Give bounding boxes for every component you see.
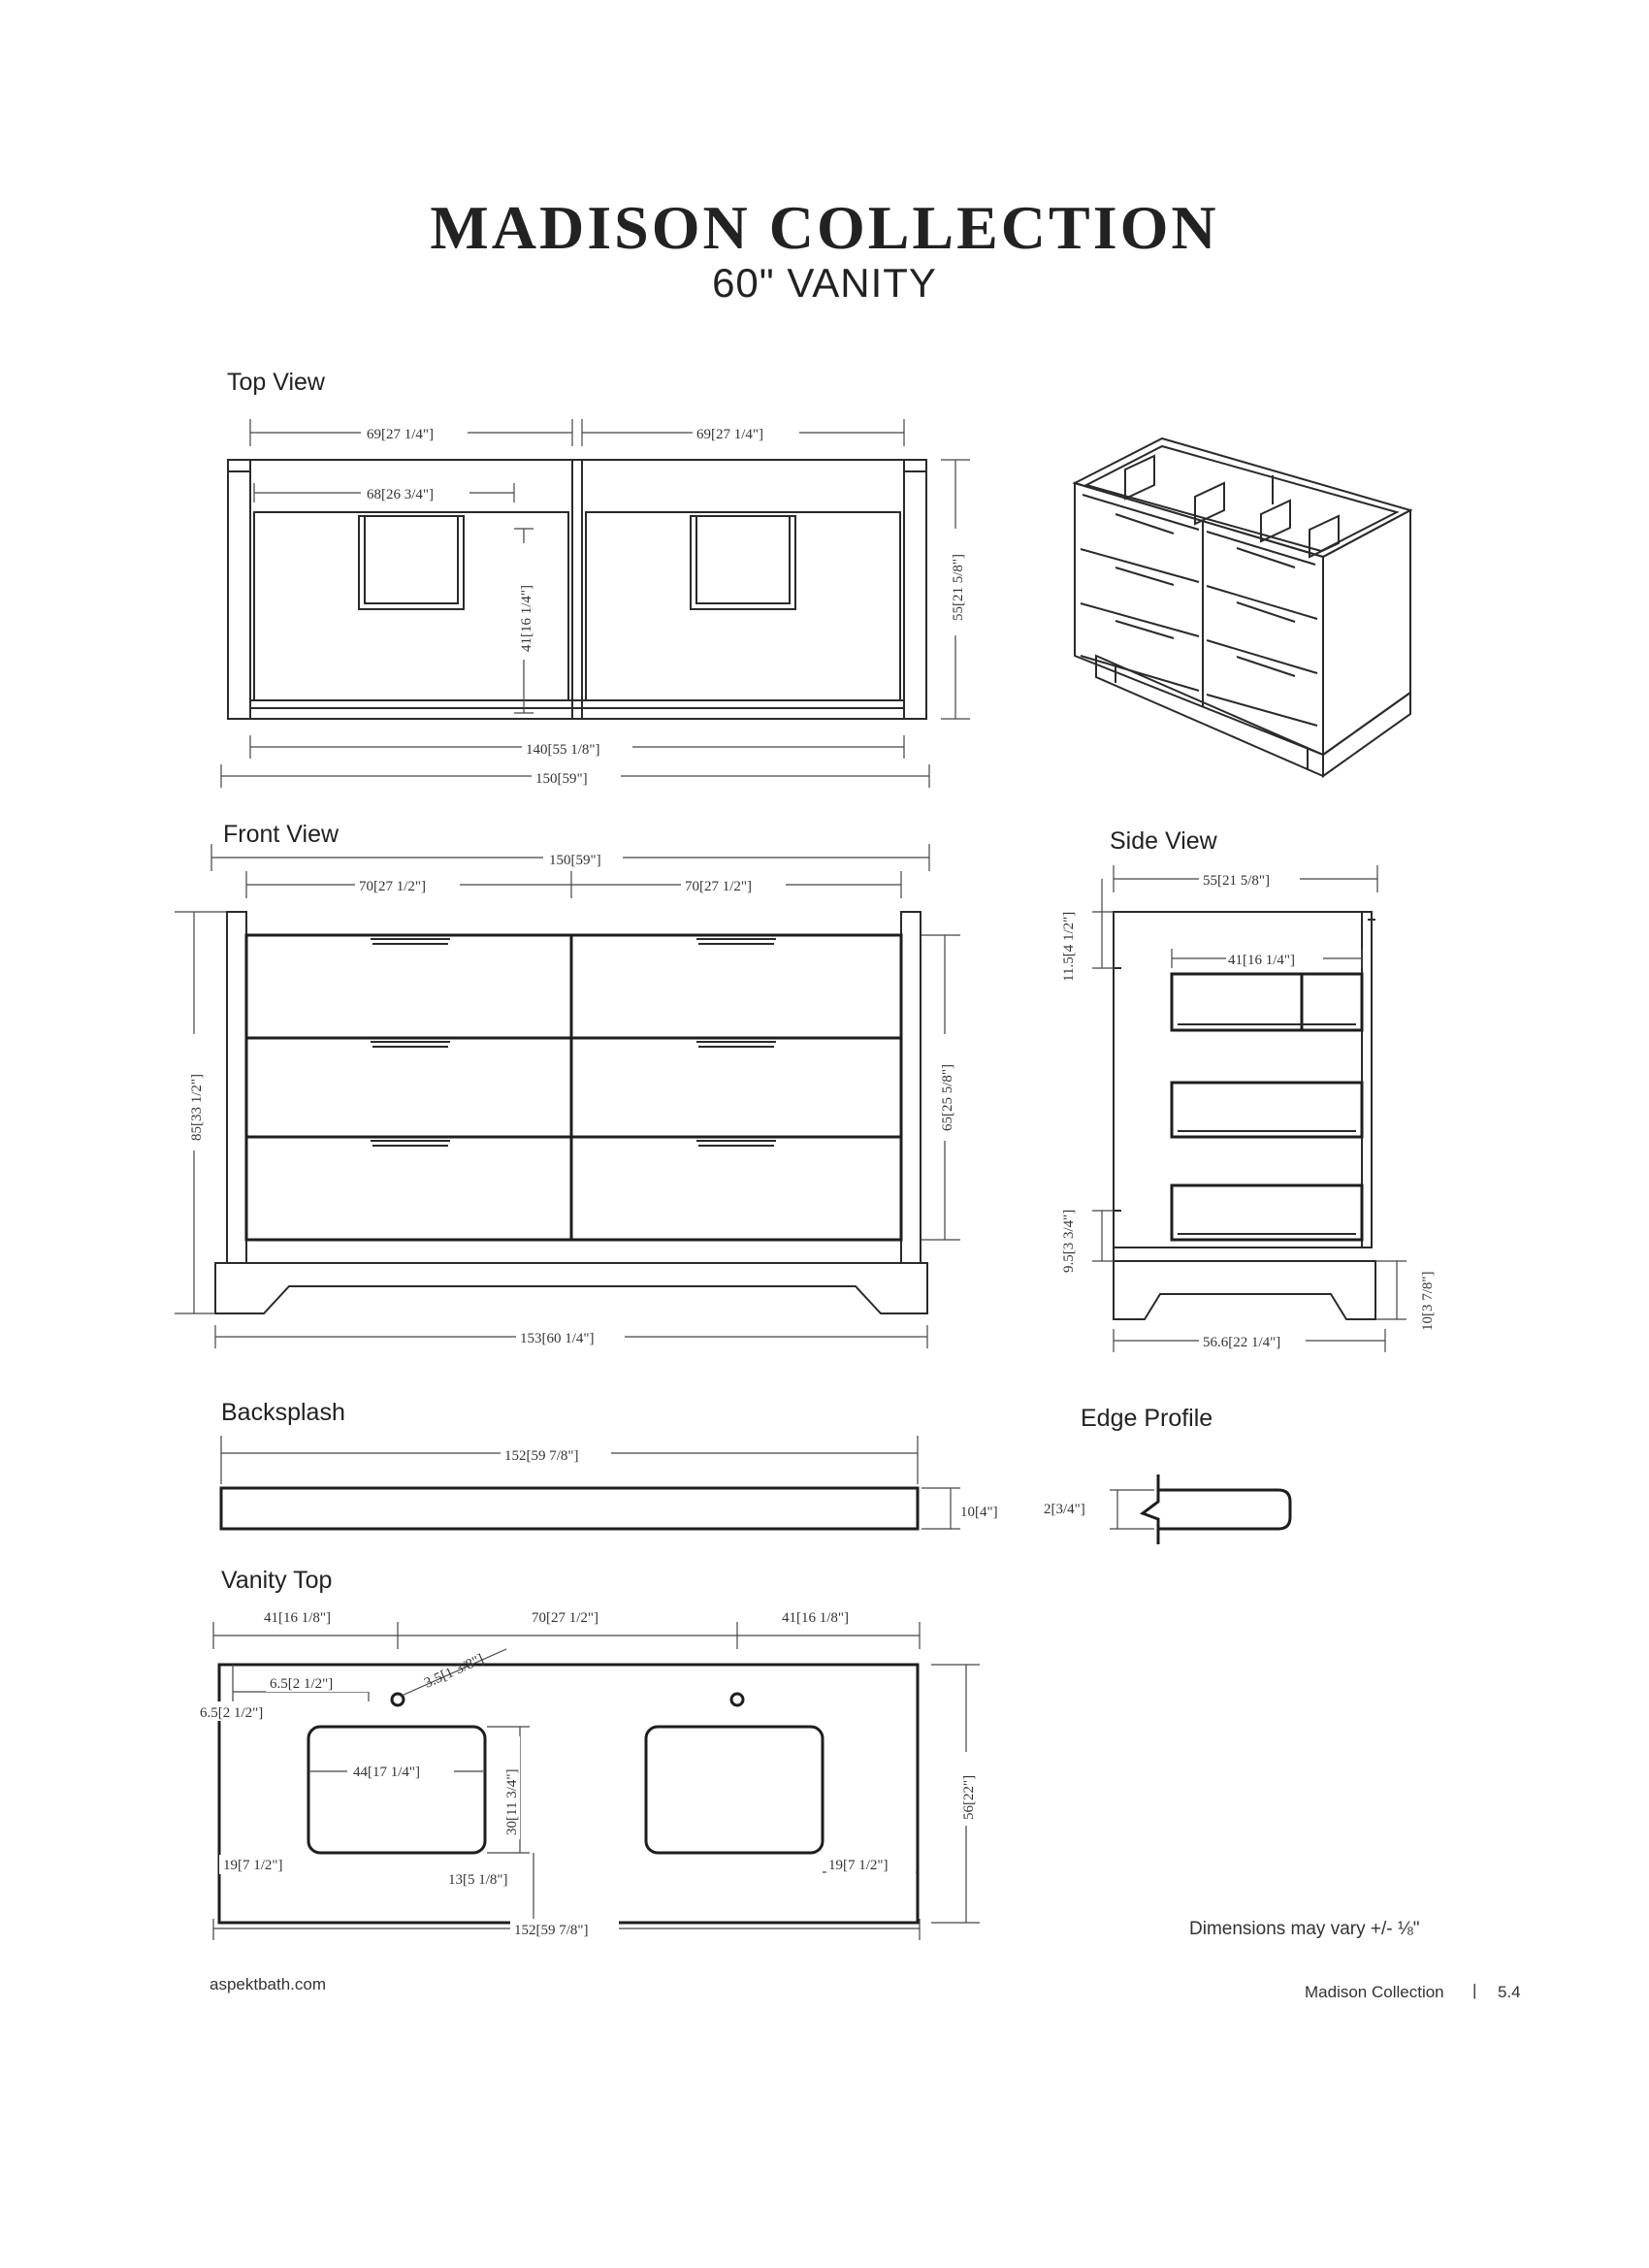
left-sink-cutout: [308, 1727, 485, 1853]
backsplash-label: Backsplash: [221, 1399, 345, 1426]
backsplash-height-dim: 10[4"]: [960, 1505, 998, 1520]
page-title: MADISON COLLECTION: [430, 193, 1219, 262]
front-view-label: Front View: [223, 821, 340, 848]
vanity-top-drawing: [198, 1606, 980, 1940]
edge-profile-drawing: [1044, 1474, 1290, 1544]
vtop-right-offset-dim: 41[16 1/8"]: [782, 1610, 850, 1626]
vtop-length-dim: 152[59 7/8"]: [514, 1923, 589, 1938]
top-inner-total-dim: 140[55 1/8"]: [526, 742, 600, 758]
footer-collection: Madison Collection: [1305, 1983, 1444, 2001]
top-view-label: Top View: [227, 369, 325, 396]
vtop-left-offset-dim: 41[16 1/8"]: [264, 1610, 332, 1626]
vtop-right-margin-dim: 19[7 1/2"]: [828, 1858, 889, 1873]
vtop-center-gap-dim: 70[27 1/2"]: [532, 1610, 599, 1626]
footer-divider: |: [1472, 1981, 1477, 1999]
top-view-drawing: [221, 419, 970, 788]
vtop-left-margin-dim: 19[7 1/2"]: [223, 1858, 283, 1873]
isometric-view-drawing: [1075, 438, 1410, 776]
side-base-depth-dim: 56.6[22 1/4"]: [1203, 1335, 1281, 1350]
front-height-dim: 85[33 1/2"]: [189, 1073, 205, 1141]
vtop-bottom-margin-dim: 13[5 1/8"]: [448, 1872, 508, 1888]
tolerance-note: Dimensions may vary +/- ⅛": [1189, 1919, 1420, 1939]
front-drawer-height-dim: 65[25 5/8"]: [940, 1063, 955, 1131]
website-link[interactable]: aspektbath.com: [210, 1975, 327, 1993]
top-inner-depth-dim: 41[16 1/4"]: [519, 584, 534, 652]
footer-page-number: 5.4: [1498, 1983, 1521, 2001]
front-view-drawing: [175, 844, 960, 1348]
vtop-faucet-y-dim: 6.5[2 1/2"]: [200, 1705, 264, 1721]
page-subtitle: 60" VANITY: [712, 260, 937, 306]
edge-profile-label: Edge Profile: [1081, 1405, 1213, 1432]
top-total-dim: 150[59"]: [535, 771, 588, 787]
side-top-gap-dim: 11.5[4 1/2"]: [1061, 911, 1077, 982]
front-total-top-dim: 150[59"]: [549, 853, 601, 868]
front-left-half-dim: 70[27 1/2"]: [359, 879, 427, 894]
front-base-width-dim: 153[60 1/4"]: [520, 1331, 595, 1346]
vtop-sink-width-dim: 44[17 1/4"]: [353, 1765, 421, 1780]
side-view-drawing: [1057, 865, 1436, 1352]
top-depth-dim: 55[21 5/8"]: [951, 553, 966, 621]
vtop-depth-dim: 56[22"]: [961, 1774, 977, 1820]
right-sink-cutout: [646, 1727, 823, 1853]
front-right-half-dim: 70[27 1/2"]: [685, 879, 753, 894]
right-faucet-hole: [731, 1694, 743, 1705]
vtop-faucet-dist-dim: 3.5[1 3/8"]: [422, 1651, 487, 1692]
side-base-height-dim: 10[3 7/8"]: [1420, 1271, 1436, 1331]
backsplash-length-dim: 152[59 7/8"]: [504, 1448, 579, 1464]
vtop-sink-depth-dim: 30[11 3/4"]: [504, 1768, 520, 1835]
top-right-half-dim: 69[27 1/4"]: [696, 427, 764, 442]
side-drawer-depth-dim: 41[16 1/4"]: [1228, 953, 1296, 968]
edge-thickness-dim: 2[3/4"]: [1044, 1502, 1085, 1517]
top-left-half-dim: 69[27 1/4"]: [367, 427, 435, 442]
vanity-top-label: Vanity Top: [221, 1567, 333, 1594]
vtop-faucet-x-dim: 6.5[2 1/2"]: [270, 1676, 334, 1692]
side-depth-dim: 55[21 5/8"]: [1203, 873, 1271, 889]
top-outer-outline: [228, 460, 926, 719]
side-view-label: Side View: [1110, 827, 1217, 855]
top-inner-width-dim: 68[26 3/4"]: [367, 487, 435, 502]
backsplash-drawing: [221, 1436, 998, 1529]
side-bottom-gap-dim: 9.5[3 3/4"]: [1061, 1209, 1077, 1273]
top-right-interior: [586, 512, 900, 700]
